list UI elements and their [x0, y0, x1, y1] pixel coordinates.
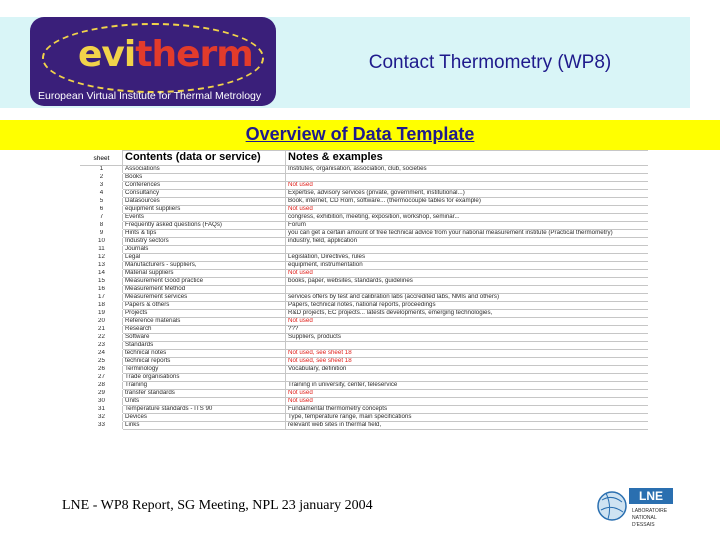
- contents-cell: Events: [123, 214, 286, 222]
- table-row: [81, 414, 649, 422]
- notes-cell: equipment, instrumentation: [286, 262, 649, 270]
- contents-cell: Legal: [123, 254, 286, 262]
- notes-cell: [286, 174, 649, 182]
- notes-cell: you can get a certain amount of free technical advice from your national measurement institute (Practical thermometry): [286, 230, 649, 238]
- data-template-table-image: [80, 150, 648, 496]
- table-body: [81, 166, 649, 430]
- contents-cell: Links: [123, 422, 286, 430]
- table-row: [81, 246, 649, 254]
- contents-cell: Measurement Method: [123, 286, 286, 294]
- table-row: [81, 302, 649, 310]
- contents-cell: Training: [123, 382, 286, 390]
- contents-cell: Material suppliers: [123, 270, 286, 278]
- notes-cell: Institutes, organisation, association, club, societies: [286, 166, 649, 174]
- col-header-notes: Notes & examples: [286, 151, 649, 166]
- contents-cell: Associations: [123, 166, 286, 174]
- sheet-number: 12: [81, 254, 123, 262]
- table-row: [81, 422, 649, 430]
- evitherm-logo: [30, 17, 276, 106]
- logo-word-evi: evi: [78, 34, 136, 75]
- sheet-number: 4: [81, 190, 123, 198]
- sheet-number: 7: [81, 214, 123, 222]
- table-row: [81, 382, 649, 390]
- col-header-contents: Contents (data or service): [123, 151, 286, 166]
- table-header-row: [81, 151, 649, 166]
- table-row: [81, 390, 649, 398]
- sheet-number: 32: [81, 414, 123, 422]
- sheet-number: 21: [81, 326, 123, 334]
- notes-cell: Not used: [286, 270, 649, 278]
- notes-cell: Type, temperature range, main specifications: [286, 414, 649, 422]
- table-row: [81, 214, 649, 222]
- contents-cell: Papers & others: [123, 302, 286, 310]
- contents-cell: Manufacturers - suppliers,: [123, 262, 286, 270]
- table-row: [81, 398, 649, 406]
- sheet-number: 5: [81, 198, 123, 206]
- table-row: [81, 198, 649, 206]
- table-row: [81, 230, 649, 238]
- notes-cell: [286, 342, 649, 350]
- notes-cell: Expertise, advisory services (private, government, institutional...): [286, 190, 649, 198]
- notes-cell: services offers by test and calibration labs (accredited labs, NMIs and others): [286, 294, 649, 302]
- sheet-number: 13: [81, 262, 123, 270]
- contents-cell: Conferences: [123, 182, 286, 190]
- sheet-number: 26: [81, 366, 123, 374]
- table-row: [81, 254, 649, 262]
- table-row: [81, 406, 649, 414]
- data-template-table: [80, 150, 648, 430]
- lne-line3: D'ESSAIS: [632, 522, 655, 528]
- contents-cell: Devices: [123, 414, 286, 422]
- table-row: [81, 366, 649, 374]
- sheet-number: 23: [81, 342, 123, 350]
- notes-cell: industry, field, application: [286, 238, 649, 246]
- notes-cell: congress, exhibition, meeting, exposition, workshop, seminar...: [286, 214, 649, 222]
- col-header-sheet: sheet: [81, 151, 123, 166]
- lne-logo: [596, 484, 706, 528]
- sheet-number: 20: [81, 318, 123, 326]
- contents-cell: equipment suppliers: [123, 206, 286, 214]
- table-row: [81, 166, 649, 174]
- contents-cell: Journals: [123, 246, 286, 254]
- table-row: [81, 270, 649, 278]
- sheet-number: 18: [81, 302, 123, 310]
- table-row: [81, 182, 649, 190]
- notes-cell: Not used, see sheet 18: [286, 358, 649, 366]
- contents-cell: Datasources: [123, 198, 286, 206]
- table-row: [81, 262, 649, 270]
- table-row: [81, 374, 649, 382]
- notes-cell: [286, 286, 649, 294]
- table-row: [81, 310, 649, 318]
- table-row: [81, 294, 649, 302]
- contents-cell: Standards: [123, 342, 286, 350]
- notes-cell: [286, 246, 649, 254]
- sheet-number: 24: [81, 350, 123, 358]
- lne-line1: LABORATOIRE: [632, 508, 668, 514]
- notes-cell: Not used: [286, 206, 649, 214]
- notes-cell: Training in university, center, teleservice: [286, 382, 649, 390]
- table-row: [81, 334, 649, 342]
- notes-cell: Not used: [286, 318, 649, 326]
- sheet-number: 30: [81, 398, 123, 406]
- notes-cell: [286, 374, 649, 382]
- contents-cell: Units: [123, 398, 286, 406]
- sheet-number: 15: [81, 278, 123, 286]
- sheet-number: 2: [81, 174, 123, 182]
- contents-cell: Industry sectors: [123, 238, 286, 246]
- notes-cell: Papers, technical notes, national reports, proceedings: [286, 302, 649, 310]
- lne-line2: NATIONAL: [632, 515, 657, 521]
- notes-cell: Not used: [286, 182, 649, 190]
- contents-cell: technical reports: [123, 358, 286, 366]
- contents-cell: Frequently asked questions (FAQs): [123, 222, 286, 230]
- sheet-number: 8: [81, 222, 123, 230]
- contents-cell: Reference materials: [123, 318, 286, 326]
- contents-cell: Research: [123, 326, 286, 334]
- notes-cell: Not used: [286, 398, 649, 406]
- footer-text: LNE - WP8 Report, SG Meeting, NPL 23 january 2004: [62, 498, 373, 513]
- table-row: [81, 358, 649, 366]
- contents-cell: Measurement services: [123, 294, 286, 302]
- table-row: [81, 190, 649, 198]
- sheet-number: 16: [81, 286, 123, 294]
- notes-cell: Vocabulary, definition: [286, 366, 649, 374]
- contents-cell: Temperature standards - ITS 90: [123, 406, 286, 414]
- contents-cell: Consultancy: [123, 190, 286, 198]
- sheet-number: 3: [81, 182, 123, 190]
- table-row: [81, 278, 649, 286]
- notes-cell: Book, internet, CD Rom, software... (thermocouple tables for example): [286, 198, 649, 206]
- contents-cell: Books: [123, 174, 286, 182]
- slide-subtitle: Overview of Data Template: [245, 124, 475, 144]
- sheet-number: 1: [81, 166, 123, 174]
- logo-subtitle: European Virtual Institute for Thermal Metrology: [38, 90, 262, 102]
- contents-cell: Hints & tips: [123, 230, 286, 238]
- sheet-number: 10: [81, 238, 123, 246]
- notes-cell: relevant web sites in thermal field,: [286, 422, 649, 430]
- sheet-number: 14: [81, 270, 123, 278]
- sheet-number: 11: [81, 246, 123, 254]
- notes-cell: Not used, see sheet 18: [286, 350, 649, 358]
- logo-word-therm: therm: [135, 34, 253, 75]
- table-row: [81, 286, 649, 294]
- notes-cell: Not used: [286, 390, 649, 398]
- notes-cell: Suppliers, products: [286, 334, 649, 342]
- table-row: [81, 222, 649, 230]
- sheet-number: 31: [81, 406, 123, 414]
- contents-cell: Projects: [123, 310, 286, 318]
- sheet-number: 33: [81, 422, 123, 430]
- notes-cell: Legislation, Directives, rules: [286, 254, 649, 262]
- sheet-number: 19: [81, 310, 123, 318]
- sheet-number: 29: [81, 390, 123, 398]
- contents-cell: Measurement Good practice: [123, 278, 286, 286]
- contents-cell: Terminology: [123, 366, 286, 374]
- contents-cell: technical notes: [123, 350, 286, 358]
- notes-cell: Forum: [286, 222, 649, 230]
- lne-label: LNE: [639, 489, 663, 503]
- notes-cell: Fundamental thermometry concepts: [286, 406, 649, 414]
- sheet-number: 27: [81, 374, 123, 382]
- table-row: [81, 174, 649, 182]
- sheet-number: 25: [81, 358, 123, 366]
- table-row: [81, 206, 649, 214]
- notes-cell: R&D projects, EC projects... latests developments, emerging technologies,: [286, 310, 649, 318]
- table-row: [81, 238, 649, 246]
- notes-cell: ???: [286, 326, 649, 334]
- table-row: [81, 350, 649, 358]
- table-row: [81, 342, 649, 350]
- contents-cell: Trade organisations: [123, 374, 286, 382]
- sheet-number: 28: [81, 382, 123, 390]
- contents-cell: transfer standards: [123, 390, 286, 398]
- logo-wordmark: [78, 35, 253, 75]
- contents-cell: Software: [123, 334, 286, 342]
- sheet-number: 6: [81, 206, 123, 214]
- sheet-number: 17: [81, 294, 123, 302]
- table-row: [81, 318, 649, 326]
- lne-globe-icon: [598, 492, 626, 520]
- sheet-number: 9: [81, 230, 123, 238]
- sheet-number: 22: [81, 334, 123, 342]
- notes-cell: books, paper, websites, standards, guidelines: [286, 278, 649, 286]
- table-row: [81, 326, 649, 334]
- slide-title: Contact Thermometry (WP8): [368, 52, 612, 73]
